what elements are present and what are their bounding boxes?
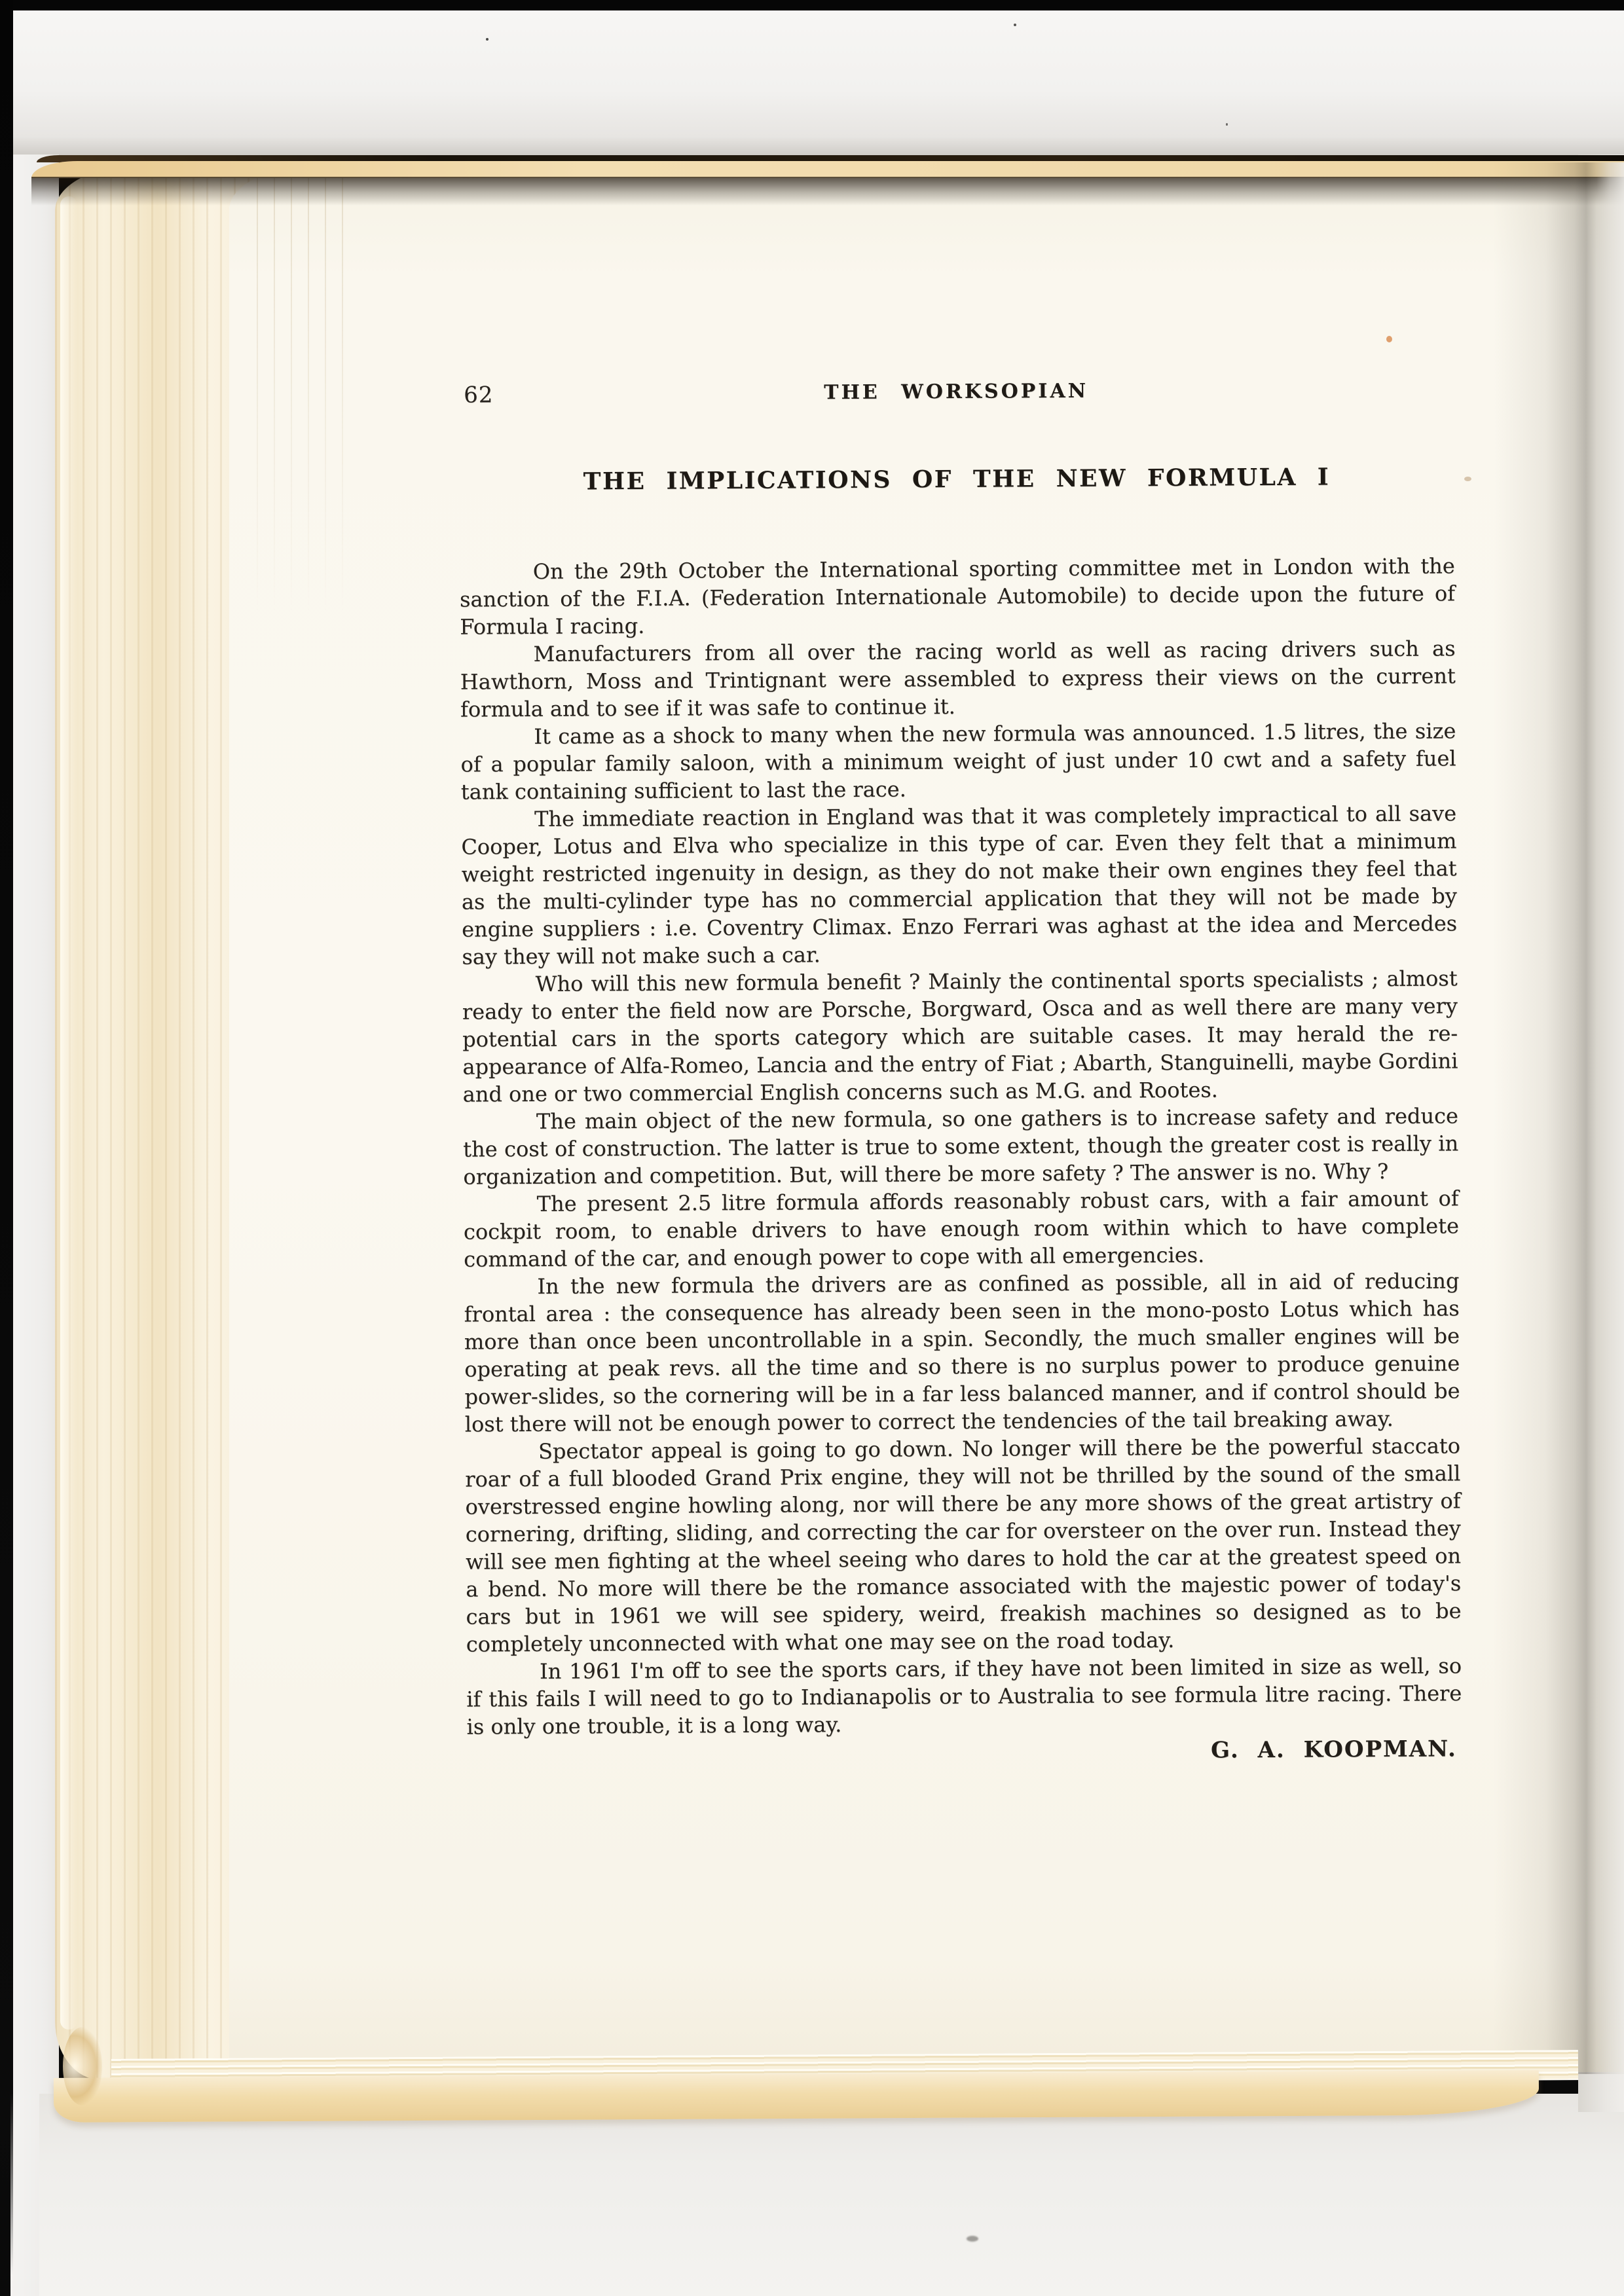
article-title: THE IMPLICATIONS OF THE NEW FORMULA I	[583, 463, 1331, 496]
paragraph: In the new formula the drivers are as confined as possible, all in aid of reducing frontal area : the consequence has already been seen in the mono-posto Lotus which has more than once been uncontrollable in a spin. Secondly, the much smaller engines will be operating at peak revs. all the time and so there is no surplus power to produce genuine power-slides, so the cornering will be in a far less balanced manner, and if control should be lost there will not be enough power to correct the tendencies of the tail breaking away.	[464, 1268, 1460, 1437]
paragraph: Manufacturers from all over the racing world as well as racing drivers such as Hawthorn, Moss and Trintignant were assembled to express their views on the current formula and to see if it was safe to continue it.	[460, 636, 1456, 722]
dust-speck	[1014, 24, 1016, 26]
fore-edge-highlight	[60, 196, 77, 2030]
book-bottom-cover-edge	[54, 2070, 1539, 2123]
running-header: THE WORKSOPIAN	[824, 379, 1089, 405]
scan-frame-left	[0, 0, 13, 2275]
paragraph: The main object of the new formula, so one gathers is to increase safety and reduce the cost of construction. The latter is true to some extent, though the greater cost is really in organization and competition. But, will there be more safety ? The answer is no. Why ?	[463, 1103, 1459, 1190]
spine-gutter-shadow	[1493, 162, 1624, 2074]
dust-speck	[1464, 477, 1471, 481]
paragraph: In 1961 I'm off to see the sports cars, if they have not been limited in size as well, so if this fails I will need to go to Indianapolis or to Australia to see formula litre racing. There is only one trouble, it is a long way.	[466, 1653, 1462, 1740]
book-top-shadow	[31, 177, 1624, 206]
scanner-background-bottom	[39, 2094, 1624, 2296]
page-content	[458, 373, 1462, 1768]
bottom-corner-highlight	[63, 2027, 102, 2105]
page-edge-steps	[257, 165, 348, 663]
dust-speck	[967, 2236, 978, 2242]
page-number: 62	[464, 382, 494, 409]
article-body	[460, 552, 1462, 1740]
paragraph: The present 2.5 litre formula affords reasonably robust cars, with a fair amount of cockpit room, to enable drivers to have enough room within which to have complete command of the car, and enough power to cope with all emergencies.	[463, 1186, 1460, 1272]
paragraph: Who will this new formula benefit ? Mainly the continental sports specialists ; almost ready to enter the field now are Porsche, Borgward, Osca and as well there are many very potential cars in the sports category which are suitable cases. It may herald the re-appearance of Alfa-Romeo, Lancia and the entry of Fiat ; Abarth, Stanguinelli, maybe Gordini and one or two commercial English concerns such as M.G. and Rootes.	[462, 966, 1458, 1107]
paragraph: Spectator appeal is going to go down. No longer will there be the powerful staccato roar of a full blooded Grand Prix engine, they will not be thrilled by the sound of the small overstressed engine howling along, nor will there be any more shows of the great artistry of cornering, drifting, sliding, and correcting the car for oversteer on the over run. Instead they will see men fighting at the wheel seeing who dares to hold the car at the greatest speed on a bend. No more will there be the romance associated with the majestic power of today's cars but in 1961 we will see spidery, weird, freakish machines so designed as to be completely unconnected with what one may see on the road today.	[465, 1433, 1462, 1657]
paragraph: On the 29th October the International sporting committee met in London with the sanction of the F.I.A. (Federation Internationale Automobile) to decide upon the future of Formula I racing.	[459, 553, 1456, 640]
paragraph: It came as a shock to many when the new formula was announced. 1.5 litres, the size of a popular family saloon, with a minimum weight of just under 10 cwt and a safety fuel tank containing sufficient to last the race.	[460, 718, 1456, 805]
page-header	[458, 373, 1454, 410]
dust-speck	[1226, 123, 1228, 126]
dust-speck	[486, 38, 489, 41]
scanner-background-top	[9, 9, 1624, 157]
paragraph: The immediate reaction in England was that it was completely impractical to all save Cooper, Lotus and Elva who specialize in this type of car. Even they felt that a minimum weight restricted ingenuity in design, as they do not make their own engines they feel that as the multi-cylinder type has no commercial application that they will not be made by engine suppliers : i.e. Coventry Climax. Enzo Ferrari was aghast at the idea and Mercedes say they will not make such a car.	[461, 801, 1458, 970]
book-top-cover-edge	[31, 161, 1624, 178]
scanner-background-left	[10, 155, 59, 2296]
author-signature: G. A. KOOPMAN.	[1210, 1736, 1457, 1764]
scan-frame-top	[0, 0, 1624, 10]
dust-speck	[1386, 336, 1392, 342]
